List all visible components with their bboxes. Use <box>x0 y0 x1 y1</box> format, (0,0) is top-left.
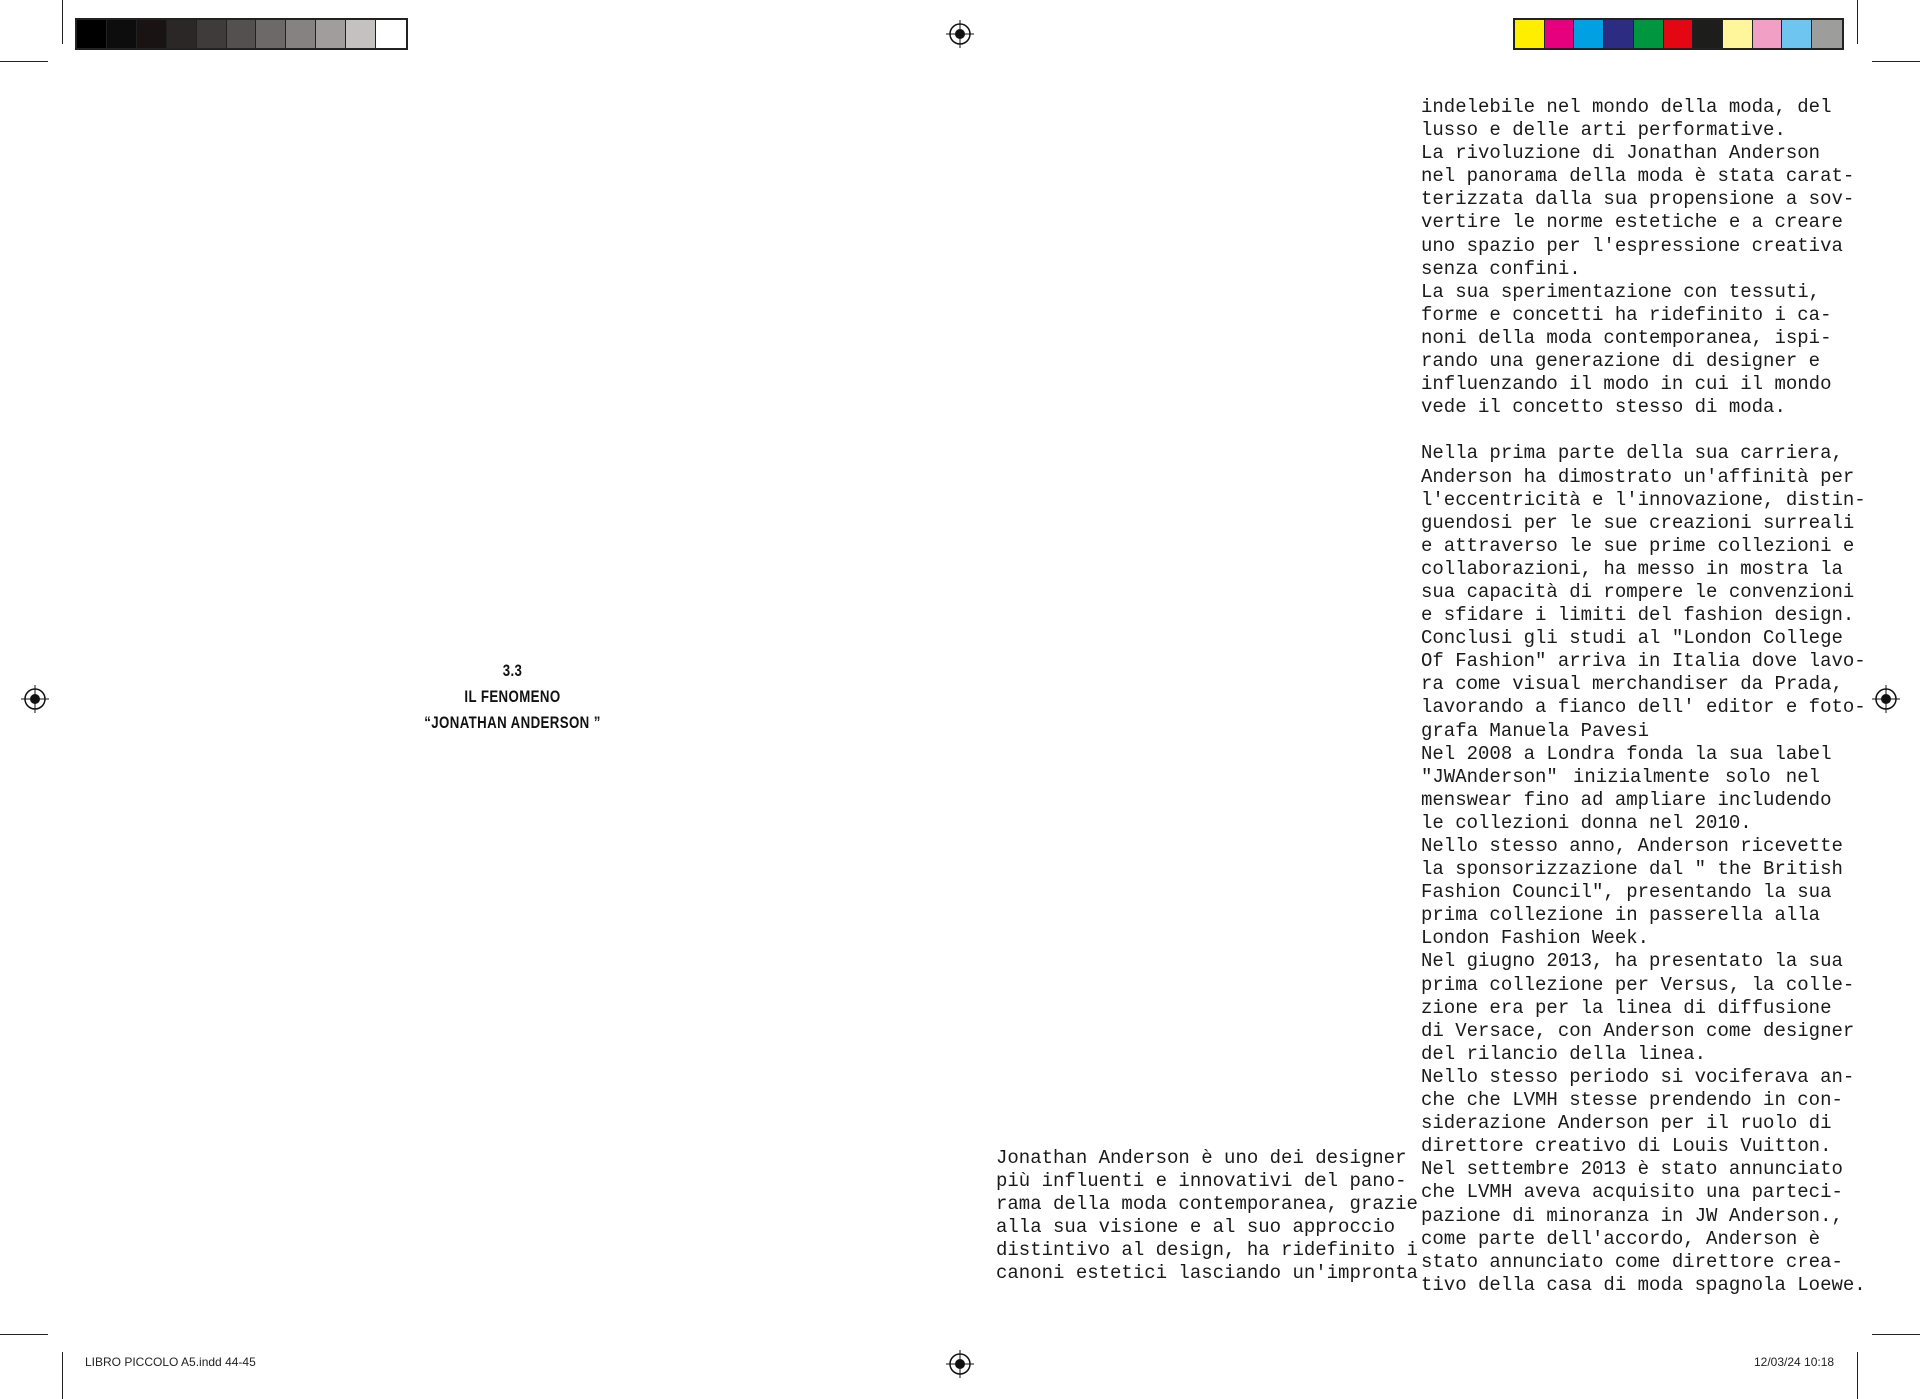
text-line: l'eccentricità e l'innovazione, distin- <box>1421 488 1866 511</box>
text-line: Of Fashion" arriva in Italia dove lavo- <box>1421 650 1866 673</box>
text-line: prima collezione per Versus, la colle- <box>1421 973 1855 996</box>
text-line: canoni estetici lasciando un'impronta <box>996 1262 1418 1285</box>
text-line: Jonathan Anderson è uno dei designer <box>996 1147 1407 1169</box>
text-line: Nella prima parte della sua carriera, <box>1421 442 1843 465</box>
text-line: Conclusi gli studi al "London College <box>1421 627 1843 650</box>
left-text-column <box>996 1147 1418 1286</box>
text-line: siderazione Anderson per il ruolo di <box>1421 1112 1832 1135</box>
paragraph-gap <box>1421 419 1820 442</box>
text-line: Nello stesso periodo si vociferava an- <box>1421 1065 1855 1088</box>
text-line: alla sua visione e al suo approccio <box>996 1216 1396 1239</box>
text-line: vertire le norme estetiche e a creare <box>1421 211 1843 234</box>
crop-mark <box>62 0 63 44</box>
text-line: stato annunciato come direttore crea- <box>1421 1250 1843 1273</box>
registration-mark-icon <box>946 1350 974 1378</box>
gray-swatch <box>376 20 406 48</box>
registration-mark-icon <box>1872 685 1900 713</box>
text-line: di Versace, con Anderson come designer <box>1421 1019 1855 1042</box>
text-line: La rivoluzione di Jonathan Anderson <box>1421 142 1821 165</box>
text-line: menswear fino ad ampliare includendo <box>1421 788 1832 811</box>
process-swatch <box>1664 20 1694 48</box>
text-line: e attraverso le sue prime collezioni e <box>1421 534 1855 557</box>
text-line: distintivo al design, ha ridefinito i <box>996 1239 1418 1262</box>
chapter-heading <box>409 658 616 736</box>
crop-mark <box>0 1334 48 1335</box>
text-line: Nel 2008 a Londra fonda la sua label <box>1421 742 1832 765</box>
crop-mark <box>62 1352 63 1399</box>
text-line: collaborazioni, ha messo in mostra la <box>1421 557 1843 580</box>
process-swatch <box>1604 20 1634 48</box>
slug-datetime: 12/03/24 10:18 <box>1754 1355 1835 1369</box>
crop-mark <box>1857 1352 1858 1399</box>
gray-swatch <box>316 20 346 48</box>
text-line: grafa Manuela Pavesi <box>1421 719 1650 742</box>
text-line: Fashion Council", presentando la sua <box>1421 881 1832 904</box>
text-line: lavorando a fianco dell' editor e foto- <box>1421 696 1866 719</box>
text-line: tivo della casa di moda spagnola Loewe. <box>1421 1273 1866 1296</box>
process-swatch <box>1693 20 1723 48</box>
text-line: Nel settembre 2013 è stato annunciato <box>1421 1158 1843 1181</box>
text-line: e sfidare i limiti del fashion design. <box>1421 604 1855 627</box>
text-line: lusso e delle arti performative. <box>1421 119 1786 142</box>
text-line: del rilancio della linea. <box>1421 1042 1707 1065</box>
text-line: influenzando il modo in cui il mondo <box>1421 373 1832 396</box>
right-text-column <box>1421 96 1866 1297</box>
gray-swatch <box>286 20 316 48</box>
text-line: vede il concetto stesso di moda. <box>1421 396 1786 419</box>
text-line: ra come visual merchandiser da Prada, <box>1421 673 1843 696</box>
text-line: La sua sperimentazione con tessuti, <box>1421 280 1821 303</box>
text-line: indelebile nel mondo della moda, del <box>1421 96 1832 118</box>
text-line: zione era per la linea di diffusione <box>1421 996 1832 1019</box>
text-line: senza confini. <box>1421 257 1581 280</box>
crop-mark <box>1857 0 1858 44</box>
gray-swatch <box>167 20 197 48</box>
gray-swatch <box>77 20 107 48</box>
text-line: pazione di minoranza in JW Anderson., <box>1421 1204 1843 1227</box>
process-swatch <box>1723 20 1753 48</box>
process-swatch <box>1812 20 1842 48</box>
text-line: rando una generazione di designer e <box>1421 350 1821 373</box>
gray-swatch <box>346 20 376 48</box>
text-line: Anderson ha dimostrato un'affinità per <box>1421 465 1855 488</box>
text-line: uno spazio per l'espressione creativa <box>1421 234 1843 257</box>
gray-ramp-color-bar <box>75 18 408 50</box>
process-swatch <box>1574 20 1604 48</box>
text-line: nel panorama della moda è stata carat- <box>1421 165 1855 188</box>
text-line: più influenti e innovativi del pano- <box>996 1170 1407 1193</box>
text-line: la sponsorizzazione dal " the British <box>1421 858 1843 881</box>
process-swatch <box>1515 20 1545 48</box>
gray-swatch <box>227 20 257 48</box>
text-line: "JWAnderson" inizialmente solo nel <box>1421 765 1820 788</box>
text-line: le collezioni donna nel 2010. <box>1421 811 1752 834</box>
process-swatch <box>1753 20 1783 48</box>
registration-mark-icon <box>946 20 974 48</box>
text-line: direttore creativo di Louis Vuitton. <box>1421 1135 1832 1158</box>
text-line: noni della moda contemporanea, ispi- <box>1421 326 1832 349</box>
process-swatch <box>1545 20 1575 48</box>
gray-swatch <box>107 20 137 48</box>
chapter-title-line-1: IL FENOMENO <box>464 687 561 706</box>
crop-mark <box>1872 61 1920 62</box>
text-line: London Fashion Week. <box>1421 927 1650 950</box>
gray-swatch <box>137 20 167 48</box>
text-line: che che LVMH stesse prendendo in con- <box>1421 1089 1843 1112</box>
crop-mark <box>1872 1334 1920 1335</box>
registration-mark-icon <box>21 685 49 713</box>
gray-swatch <box>256 20 286 48</box>
text-line: Nel giugno 2013, ha presentato la sua <box>1421 950 1843 973</box>
process-swatch <box>1634 20 1664 48</box>
chapter-title-line-2: “JONATHAN ANDERSON ” <box>424 713 601 732</box>
text-line: rama della moda contemporanea, grazie <box>996 1193 1418 1216</box>
text-line: come parte dell'accordo, Anderson è <box>1421 1227 1821 1250</box>
text-line: che LVMH aveva acquisito una parteci- <box>1421 1181 1843 1204</box>
crop-mark <box>0 61 48 62</box>
chapter-number: 3.3 <box>502 661 523 680</box>
process-swatch <box>1782 20 1812 48</box>
text-line: forme e concetti ha ridefinito i ca- <box>1421 303 1832 326</box>
text-line: sua capacità di rompere le convenzioni <box>1421 580 1855 603</box>
text-line: prima collezione in passerella alla <box>1421 904 1821 927</box>
process-color-bar <box>1513 18 1844 50</box>
gray-swatch <box>197 20 227 48</box>
text-line: guendosi per le sue creazioni surreali <box>1421 511 1855 534</box>
slug-filename: LIBRO PICCOLO A5.indd 44-45 <box>85 1355 256 1369</box>
text-line: terizzata dalla sua propensione a sov- <box>1421 188 1855 211</box>
text-line: Nello stesso anno, Anderson ricevette <box>1421 835 1843 857</box>
